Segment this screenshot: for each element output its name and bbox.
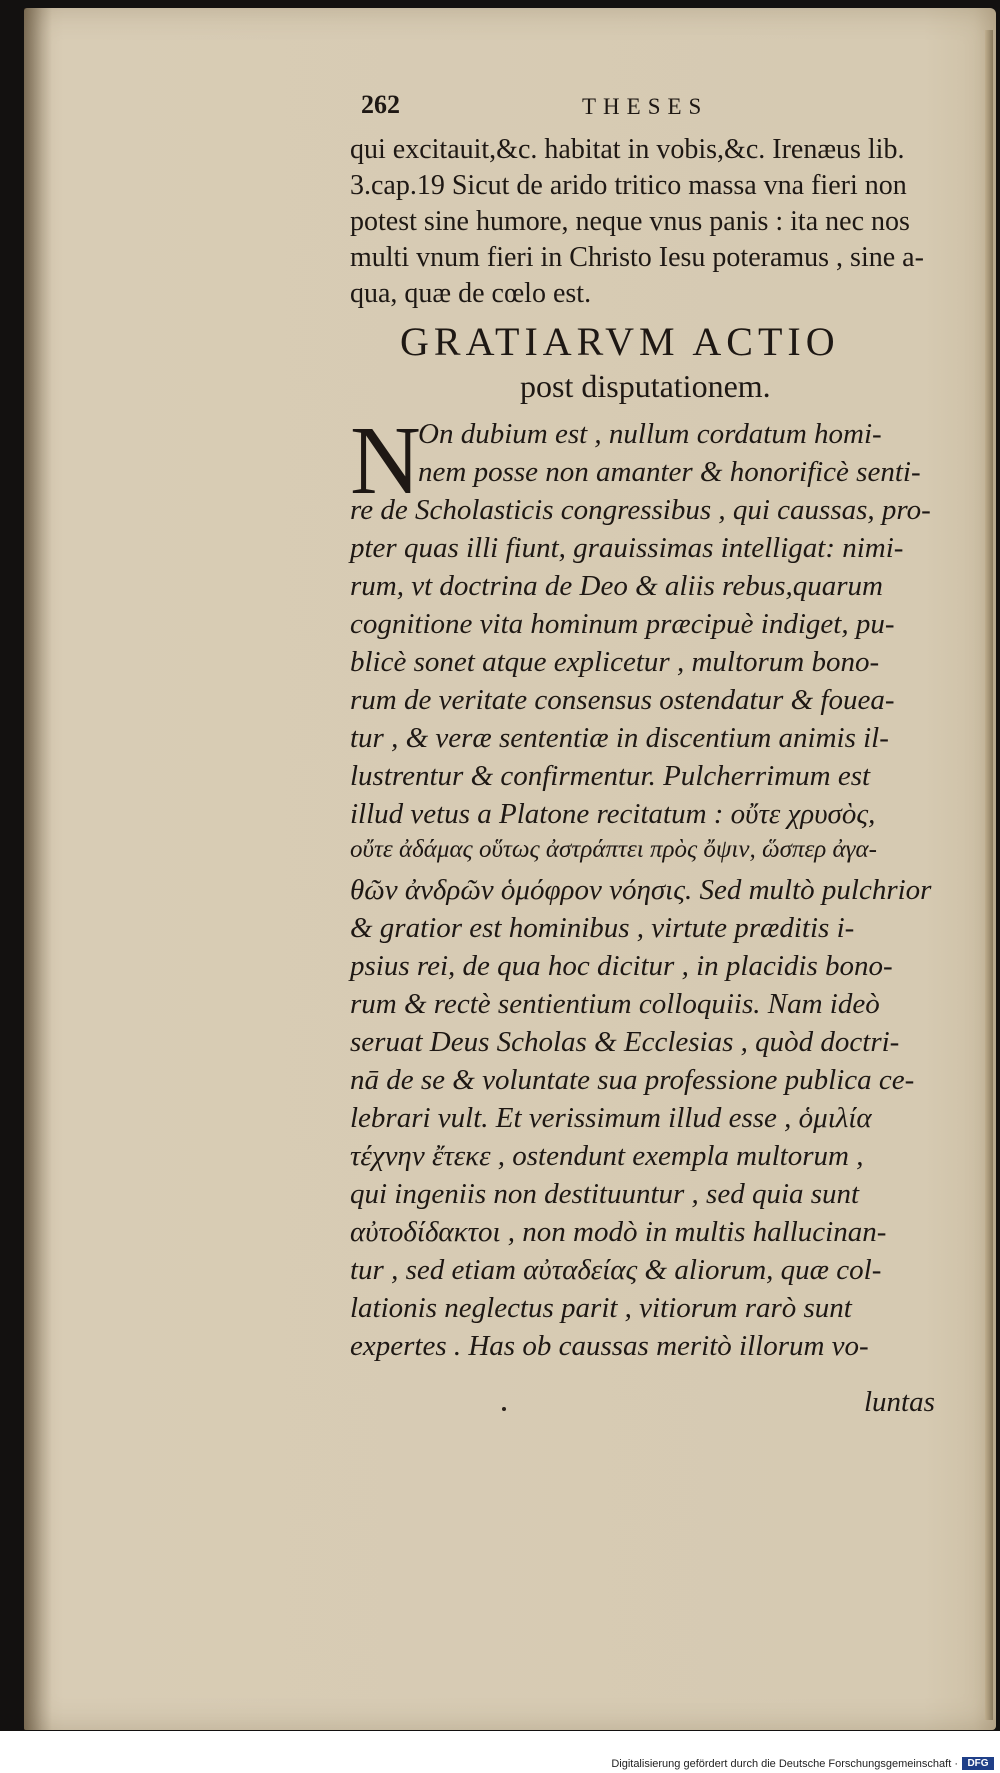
- text-line: θῶν ἀνδρῶν ὁμόφρον νόησις. Sed multò pulchrior: [350, 874, 932, 906]
- text-line: expertes . Has ob caussas meritò illorum vo-: [350, 1330, 869, 1362]
- text-line: τέχνην ἔτεκε , ostendunt exempla multorum ,: [350, 1140, 864, 1172]
- text-line: οὔτε ἀδάμας οὕτως ἀστράπτει πρὸς ὄψιν, ὥσπερ ἀγα-: [350, 836, 877, 863]
- text-line: rum & rectè sentientium colloquiis. Nam ideò: [350, 988, 880, 1020]
- text-line: multi vnum fieri in Christo Iesu poteramus , sine a-: [350, 242, 924, 273]
- text-line: lustrentur & confirmentur. Pulcherrimum est: [350, 760, 871, 792]
- text-line: lebrari vult. Et verissimum illud esse , ὁμιλία: [350, 1102, 872, 1134]
- text-line: pter quas illi fiunt, grauissimas intelligat: nimi-: [350, 532, 904, 564]
- gutter-shadow: [24, 8, 52, 1730]
- text-line: 3.cap.19 Sicut de arido tritico massa vna fieri non: [350, 170, 907, 201]
- text-line: αὐτοδίδακτοι , non modò in multis hallucinan-: [350, 1216, 887, 1248]
- page-edge: [985, 30, 993, 1720]
- dfg-logo: DFG: [962, 1757, 994, 1770]
- text-line: tur , & veræ sententiæ in discentium animis il-: [350, 722, 889, 754]
- text-line: psius rei, de qua hoc dicitur , in placidis bono-: [350, 950, 893, 982]
- text-line: seruat Deus Scholas & Ecclesias , quòd doctri-: [350, 1026, 900, 1058]
- running-title: THESES: [582, 94, 709, 119]
- text-line: rum de veritate consensus ostendatur & fouea-: [350, 684, 895, 716]
- section-subtitle: post disputationem.: [520, 368, 771, 404]
- text-line: rum, vt doctrina de Deo & aliis rebus,quarum: [350, 570, 883, 602]
- text-line: & gratior est hominibus , virtute præditis i-: [350, 912, 855, 944]
- text-line: potest sine humore, neque vnus panis : ita nec nos: [350, 206, 910, 237]
- text-line: blicè sonet atque explicetur , multorum bono-: [350, 646, 880, 678]
- catchword: luntas: [864, 1386, 935, 1418]
- page-number: 262: [361, 90, 400, 119]
- text-line: lationis neglectus parit , vitiorum rarò sunt: [350, 1292, 852, 1324]
- footer-credit: Digitalisierung gefördert durch die Deutsche Forschungsgemeinschaft ·: [611, 1758, 958, 1770]
- text-line: cognitione vita hominum præcipuè indiget, pu-: [350, 608, 895, 640]
- text-line: On dubium est , nullum cordatum homi-: [418, 418, 882, 450]
- ink-speck: [502, 1407, 506, 1411]
- text-line: qua, quæ de cœlo est.: [350, 278, 592, 309]
- text-line: qui excitauit,&c. habitat in vobis,&c. Irenæus lib.: [350, 134, 905, 165]
- text-line: illud vetus a Platone recitatum : οὔτε χρυσὸς,: [350, 798, 876, 830]
- text-line: nā de se & voluntate sua professione publica ce-: [350, 1064, 915, 1096]
- text-line: tur , sed etiam αὐταδείας & aliorum, quæ col-: [350, 1254, 882, 1286]
- drop-cap: N: [350, 407, 421, 515]
- text-line: re de Scholasticis congressibus , qui caussas, pro-: [350, 494, 931, 526]
- section-title: GRATIARVM ACTIO: [400, 319, 840, 364]
- text-line: qui ingeniis non destituuntur , sed quia sunt: [350, 1178, 860, 1210]
- text-line: nem posse non amanter & honorificè senti-: [418, 456, 921, 488]
